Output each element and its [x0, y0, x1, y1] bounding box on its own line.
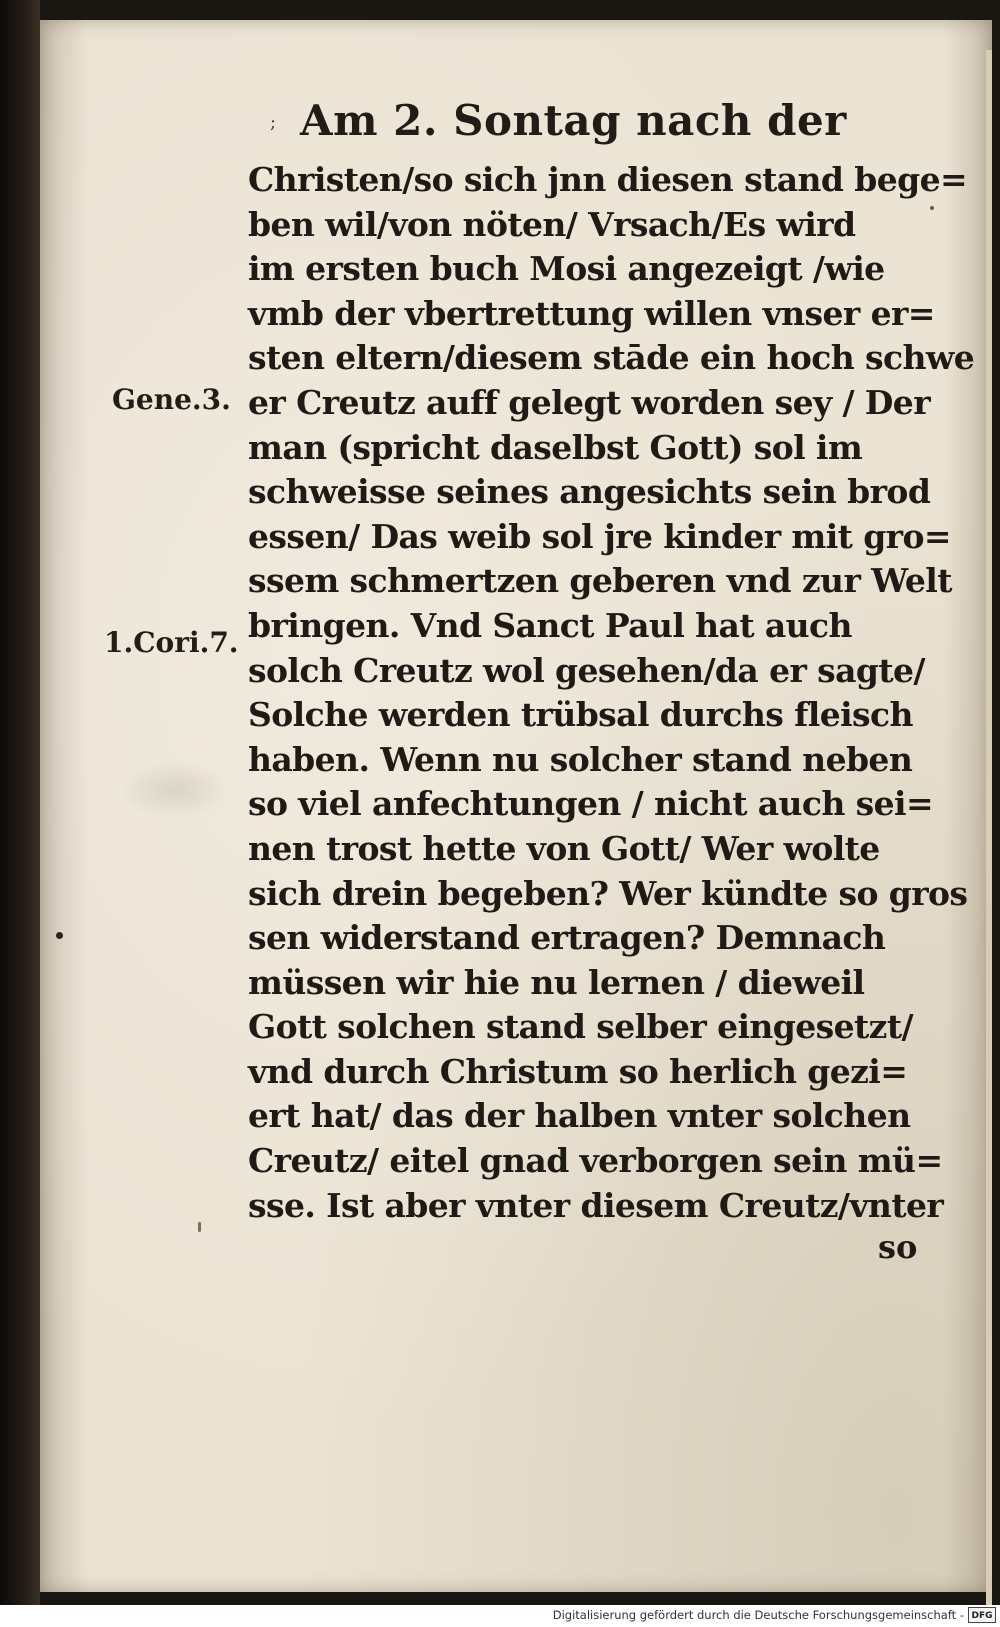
text-line: sich drein begeben? Wer kündte so gros: [248, 873, 968, 913]
dfg-logo: DFG: [968, 1607, 996, 1623]
header-mark: ;: [270, 112, 277, 133]
book-binding-edge: [0, 0, 40, 1605]
text-line: so viel anfechtungen / nicht auch sei=: [248, 784, 934, 824]
ink-spot: [930, 206, 934, 210]
catchword: so: [878, 1228, 918, 1266]
marginal-note-corinthians: 1.Cori.7.: [104, 626, 239, 659]
ink-spot: [56, 932, 63, 939]
marginal-note-genesis: Gene.3.: [112, 383, 231, 416]
page-edge: [986, 50, 992, 1610]
text-line: müssen wir hie nu lernen / dieweil: [248, 962, 865, 1002]
text-line: bringen. Vnd Sanct Paul hat auch: [248, 605, 852, 645]
text-line: ssem schmertzen geberen vnd zur Welt: [248, 561, 952, 601]
text-line: solch Creutz wol gesehen/da er sagte/: [248, 650, 925, 690]
text-line: sse. Ist aber vnter diesem Creutz/vnter: [248, 1185, 944, 1225]
text-line: vnd durch Christum so herlich gezi=: [248, 1051, 908, 1091]
text-line: im ersten buch Mosi angezeigt /wie: [248, 249, 885, 289]
text-line: er Creutz auff gelegt worden sey / Der: [248, 382, 930, 422]
text-line: Creutz/ eitel gnad verborgen sein mü=: [248, 1141, 943, 1181]
text-line: schweisse seines angesichts sein brod: [248, 472, 931, 512]
text-line: essen/ Das weib sol jre kinder mit gro=: [248, 516, 951, 556]
running-header: Am 2. Sontag nach der: [300, 96, 847, 145]
text-line: vmb der vbertrettung willen vnser er=: [248, 293, 935, 333]
text-line: man (spricht daselbst Gott) sol im: [248, 427, 863, 467]
show-through-stain: [120, 760, 230, 820]
text-line: ert hat/ das der halben vnter solchen: [248, 1096, 911, 1136]
text-line: Gott solchen stand selber eingesetzt/: [248, 1007, 913, 1047]
text-line: ben wil/von nöten/ Vrsach/Es wird: [248, 204, 856, 244]
text-line: Christen/so sich jnn diesen stand bege=: [248, 160, 968, 199]
text-line: haben. Wenn nu solcher stand neben: [248, 739, 913, 779]
text-line: sen widerstand ertragen? Demnach: [248, 918, 886, 958]
text-line: nen trost hette von Gott/ Wer wolte: [248, 828, 880, 868]
ink-spot: [198, 1222, 201, 1232]
funding-credit: Digitalisierung gefördert durch die Deutsche Forschungsgemeinschaft -: [552, 1608, 964, 1622]
text-line: sten eltern/diesem stāde ein hoch schwe: [248, 338, 975, 378]
text-line: Solche werden trübsal durchs fleisch: [248, 695, 913, 735]
body-text: [248, 158, 975, 1228]
